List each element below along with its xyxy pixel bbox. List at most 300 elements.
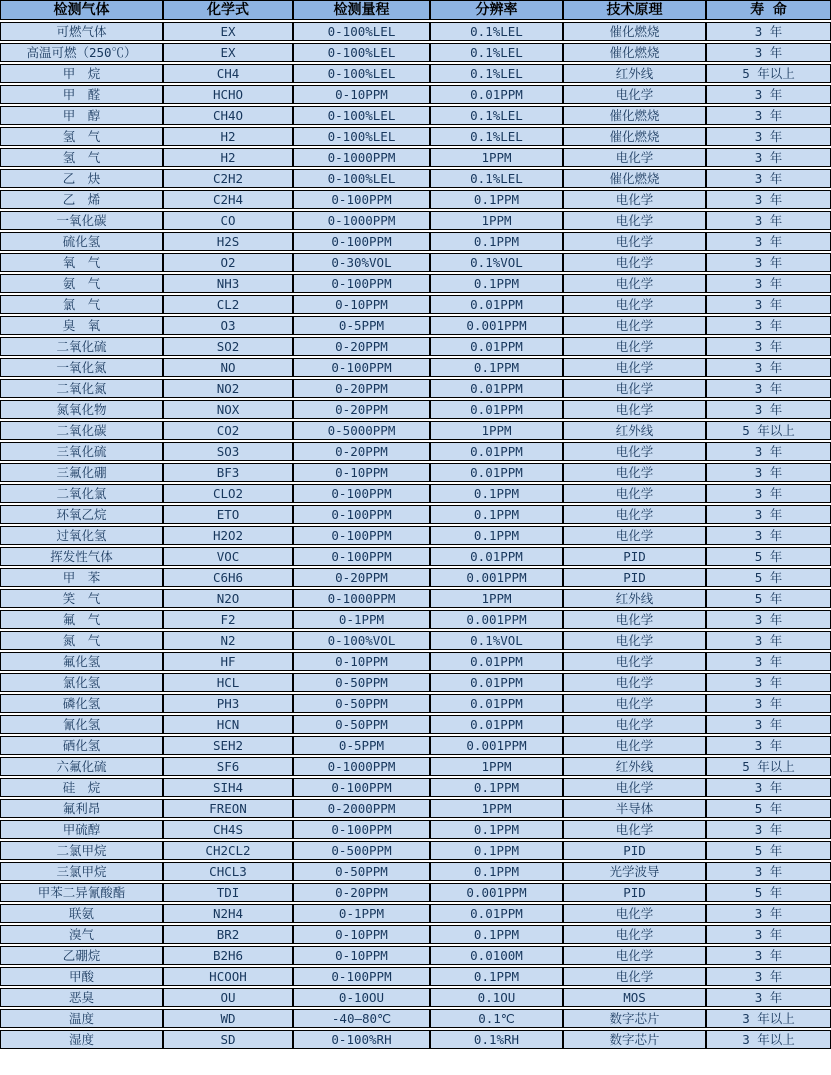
cell-gas-name: 臭 氧 xyxy=(0,316,163,335)
cell-range: 0-100%LEL xyxy=(293,43,430,62)
cell-range: 0-100PPM xyxy=(293,484,430,503)
cell-resolution: 0.1OU xyxy=(430,988,563,1007)
cell-range: 0-100%LEL xyxy=(293,127,430,146)
cell-lifetime: 3 年 xyxy=(706,43,831,62)
cell-principle: 红外线 xyxy=(563,589,706,608)
cell-formula: HCN xyxy=(163,715,293,734)
table-row xyxy=(0,988,831,1007)
table-row xyxy=(0,1009,831,1028)
cell-range: 0-2000PPM xyxy=(293,799,430,818)
column-header-lifetime: 寿 命 xyxy=(706,0,831,20)
cell-formula: H2 xyxy=(163,127,293,146)
cell-gas-name: 氢 气 xyxy=(0,148,163,167)
table-row xyxy=(0,421,831,440)
cell-resolution: 0.1PPM xyxy=(430,925,563,944)
cell-principle: 电化学 xyxy=(563,778,706,797)
cell-formula: CHCL3 xyxy=(163,862,293,881)
cell-formula: EX xyxy=(163,22,293,41)
table-row xyxy=(0,715,831,734)
cell-formula: SO3 xyxy=(163,442,293,461)
cell-resolution: 0.01PPM xyxy=(430,463,563,482)
cell-formula: CH4 xyxy=(163,64,293,83)
table-row xyxy=(0,148,831,167)
cell-formula: WD xyxy=(163,1009,293,1028)
cell-principle: 电化学 xyxy=(563,379,706,398)
cell-formula: TDI xyxy=(163,883,293,902)
cell-lifetime: 5 年 xyxy=(706,883,831,902)
cell-gas-name: 乙 烯 xyxy=(0,190,163,209)
cell-resolution: 0.1PPM xyxy=(430,778,563,797)
cell-resolution: 0.1PPM xyxy=(430,967,563,986)
cell-lifetime: 5 年以上 xyxy=(706,421,831,440)
cell-resolution: 0.01PPM xyxy=(430,85,563,104)
column-header-formula: 化学式 xyxy=(163,0,293,20)
table-row xyxy=(0,1030,831,1049)
cell-principle: PID xyxy=(563,547,706,566)
table-row xyxy=(0,946,831,965)
cell-resolution: 0.1℃ xyxy=(430,1009,563,1028)
cell-range: 0-10OU xyxy=(293,988,430,1007)
cell-principle: 电化学 xyxy=(563,526,706,545)
cell-resolution: 0.01PPM xyxy=(430,442,563,461)
table-row xyxy=(0,64,831,83)
cell-formula: NOX xyxy=(163,400,293,419)
table-row xyxy=(0,862,831,881)
cell-gas-name: 氰化氢 xyxy=(0,715,163,734)
table-row xyxy=(0,211,831,230)
cell-resolution: 1PPM xyxy=(430,211,563,230)
cell-range: 0-20PPM xyxy=(293,568,430,587)
cell-principle: 数字芯片 xyxy=(563,1030,706,1049)
cell-formula: N2H4 xyxy=(163,904,293,923)
cell-lifetime: 3 年 xyxy=(706,400,831,419)
cell-principle: 电化学 xyxy=(563,673,706,692)
cell-lifetime: 3 年 xyxy=(706,736,831,755)
cell-lifetime: 3 年 xyxy=(706,778,831,797)
cell-principle: PID xyxy=(563,568,706,587)
cell-gas-name: 磷化氢 xyxy=(0,694,163,713)
cell-range: 0-50PPM xyxy=(293,715,430,734)
cell-gas-name: 甲苯二异氰酸酯 xyxy=(0,883,163,902)
cell-range: 0-100PPM xyxy=(293,190,430,209)
table-row xyxy=(0,316,831,335)
table-row xyxy=(0,883,831,902)
cell-principle: 电化学 xyxy=(563,463,706,482)
cell-resolution: 1PPM xyxy=(430,148,563,167)
cell-principle: 电化学 xyxy=(563,148,706,167)
cell-lifetime: 3 年 xyxy=(706,337,831,356)
cell-principle: 电化学 xyxy=(563,484,706,503)
cell-principle: 红外线 xyxy=(563,757,706,776)
cell-gas-name: 氟利昂 xyxy=(0,799,163,818)
cell-principle: 电化学 xyxy=(563,631,706,650)
cell-lifetime: 5 年 xyxy=(706,547,831,566)
cell-gas-name: 笑 气 xyxy=(0,589,163,608)
table-row xyxy=(0,442,831,461)
cell-resolution: 0.01PPM xyxy=(430,400,563,419)
table-row xyxy=(0,757,831,776)
cell-range: 0-20PPM xyxy=(293,379,430,398)
cell-lifetime: 3 年 xyxy=(706,715,831,734)
table-row xyxy=(0,694,831,713)
cell-principle: 红外线 xyxy=(563,64,706,83)
cell-range: 0-10PPM xyxy=(293,85,430,104)
cell-resolution: 0.001PPM xyxy=(430,316,563,335)
cell-range: 0-1000PPM xyxy=(293,148,430,167)
cell-range: 0-100PPM xyxy=(293,967,430,986)
table-row xyxy=(0,106,831,125)
cell-lifetime: 3 年 xyxy=(706,358,831,377)
cell-gas-name: 三氧化硫 xyxy=(0,442,163,461)
cell-resolution: 0.0100M xyxy=(430,946,563,965)
cell-formula: HCL xyxy=(163,673,293,692)
table-row xyxy=(0,232,831,251)
cell-resolution: 0.001PPM xyxy=(430,610,563,629)
cell-resolution: 0.1PPM xyxy=(430,190,563,209)
cell-principle: 电化学 xyxy=(563,316,706,335)
cell-resolution: 0.1PPM xyxy=(430,526,563,545)
cell-formula: ETO xyxy=(163,505,293,524)
cell-lifetime: 3 年 xyxy=(706,85,831,104)
cell-principle: 电化学 xyxy=(563,253,706,272)
cell-gas-name: 氯 气 xyxy=(0,295,163,314)
cell-gas-name: 氨 气 xyxy=(0,274,163,293)
cell-principle: 电化学 xyxy=(563,85,706,104)
cell-principle: 电化学 xyxy=(563,736,706,755)
cell-range: 0-5000PPM xyxy=(293,421,430,440)
cell-lifetime: 3 年 xyxy=(706,673,831,692)
cell-lifetime: 3 年 xyxy=(706,610,831,629)
cell-range: 0-30%VOL xyxy=(293,253,430,272)
cell-lifetime: 3 年 xyxy=(706,652,831,671)
cell-lifetime: 5 年 xyxy=(706,841,831,860)
cell-resolution: 1PPM xyxy=(430,589,563,608)
table-row xyxy=(0,253,831,272)
cell-resolution: 0.1PPM xyxy=(430,505,563,524)
cell-lifetime: 3 年 xyxy=(706,274,831,293)
cell-lifetime: 3 年 xyxy=(706,862,831,881)
table-row xyxy=(0,547,831,566)
cell-gas-name: 二氧化碳 xyxy=(0,421,163,440)
column-header-principle: 技术原理 xyxy=(563,0,706,20)
cell-formula: C6H6 xyxy=(163,568,293,587)
cell-gas-name: 恶臭 xyxy=(0,988,163,1007)
cell-gas-name: 甲 醛 xyxy=(0,85,163,104)
cell-lifetime: 3 年 xyxy=(706,211,831,230)
cell-formula: O3 xyxy=(163,316,293,335)
table-row xyxy=(0,85,831,104)
table-row xyxy=(0,904,831,923)
cell-gas-name: 氮 气 xyxy=(0,631,163,650)
table-row xyxy=(0,568,831,587)
cell-formula: SIH4 xyxy=(163,778,293,797)
cell-lifetime: 3 年 xyxy=(706,694,831,713)
cell-lifetime: 5 年 xyxy=(706,589,831,608)
cell-range: 0-100PPM xyxy=(293,547,430,566)
cell-lifetime: 3 年 xyxy=(706,526,831,545)
cell-formula: HCOOH xyxy=(163,967,293,986)
cell-formula: B2H6 xyxy=(163,946,293,965)
cell-formula: BR2 xyxy=(163,925,293,944)
cell-formula: N2O xyxy=(163,589,293,608)
table-row xyxy=(0,673,831,692)
cell-lifetime: 3 年 xyxy=(706,442,831,461)
header-row xyxy=(0,0,831,20)
cell-gas-name: 乙 炔 xyxy=(0,169,163,188)
cell-gas-name: 氧 气 xyxy=(0,253,163,272)
cell-lifetime: 3 年 xyxy=(706,106,831,125)
cell-range: 0-100%LEL xyxy=(293,22,430,41)
cell-resolution: 0.01PPM xyxy=(430,379,563,398)
cell-lifetime: 3 年 xyxy=(706,484,831,503)
table-row xyxy=(0,190,831,209)
cell-resolution: 0.1%LEL xyxy=(430,64,563,83)
table-row xyxy=(0,358,831,377)
cell-gas-name: 硒化氢 xyxy=(0,736,163,755)
cell-range: 0-100%LEL xyxy=(293,64,430,83)
cell-formula: HCHO xyxy=(163,85,293,104)
cell-resolution: 0.1%LEL xyxy=(430,106,563,125)
cell-resolution: 0.1PPM xyxy=(430,820,563,839)
cell-formula: H2 xyxy=(163,148,293,167)
cell-gas-name: 氢 气 xyxy=(0,127,163,146)
table-row xyxy=(0,526,831,545)
cell-gas-name: 甲 苯 xyxy=(0,568,163,587)
cell-principle: PID xyxy=(563,883,706,902)
cell-formula: SD xyxy=(163,1030,293,1049)
cell-gas-name: 乙硼烷 xyxy=(0,946,163,965)
cell-lifetime: 3 年以上 xyxy=(706,1009,831,1028)
cell-resolution: 1PPM xyxy=(430,799,563,818)
cell-lifetime: 3 年 xyxy=(706,820,831,839)
cell-formula: CH4S xyxy=(163,820,293,839)
cell-range: 0-100%VOL xyxy=(293,631,430,650)
cell-range: 0-5PPM xyxy=(293,736,430,755)
cell-gas-name: 氟化氢 xyxy=(0,652,163,671)
cell-range: 0-20PPM xyxy=(293,883,430,902)
table-row xyxy=(0,820,831,839)
cell-formula: EX xyxy=(163,43,293,62)
cell-gas-name: 氯化氢 xyxy=(0,673,163,692)
cell-principle: 电化学 xyxy=(563,967,706,986)
table-row xyxy=(0,400,831,419)
cell-resolution: 0.1PPM xyxy=(430,274,563,293)
cell-lifetime: 3 年 xyxy=(706,925,831,944)
cell-lifetime: 5 年 xyxy=(706,799,831,818)
cell-gas-name: 甲 烷 xyxy=(0,64,163,83)
cell-lifetime: 3 年 xyxy=(706,22,831,41)
cell-formula: FREON xyxy=(163,799,293,818)
cell-lifetime: 5 年以上 xyxy=(706,757,831,776)
cell-gas-name: 氟 气 xyxy=(0,610,163,629)
cell-formula: HF xyxy=(163,652,293,671)
table-row xyxy=(0,379,831,398)
cell-principle: 电化学 xyxy=(563,274,706,293)
table-row xyxy=(0,274,831,293)
cell-gas-name: 挥发性气体 xyxy=(0,547,163,566)
cell-resolution: 0.1%LEL xyxy=(430,43,563,62)
cell-formula: NO xyxy=(163,358,293,377)
cell-principle: 电化学 xyxy=(563,820,706,839)
cell-gas-name: 一氧化碳 xyxy=(0,211,163,230)
cell-range: 0-1PPM xyxy=(293,610,430,629)
cell-lifetime: 3 年 xyxy=(706,988,831,1007)
cell-formula: PH3 xyxy=(163,694,293,713)
cell-lifetime: 3 年 xyxy=(706,505,831,524)
cell-principle: 半导体 xyxy=(563,799,706,818)
cell-lifetime: 5 年 xyxy=(706,568,831,587)
cell-resolution: 0.1%LEL xyxy=(430,127,563,146)
cell-resolution: 0.1%VOL xyxy=(430,253,563,272)
cell-resolution: 1PPM xyxy=(430,757,563,776)
cell-gas-name: 甲酸 xyxy=(0,967,163,986)
table-row xyxy=(0,169,831,188)
cell-range: 0-5PPM xyxy=(293,316,430,335)
cell-gas-name: 二氧化硫 xyxy=(0,337,163,356)
table-row xyxy=(0,463,831,482)
cell-resolution: 0.1%LEL xyxy=(430,22,563,41)
cell-principle: 电化学 xyxy=(563,652,706,671)
cell-principle: 催化燃烧 xyxy=(563,169,706,188)
cell-principle: 红外线 xyxy=(563,421,706,440)
cell-principle: PID xyxy=(563,841,706,860)
cell-range: 0-1000PPM xyxy=(293,757,430,776)
cell-resolution: 0.1PPM xyxy=(430,841,563,860)
cell-resolution: 0.01PPM xyxy=(430,673,563,692)
cell-range: 0-10PPM xyxy=(293,946,430,965)
cell-range: 0-100PPM xyxy=(293,232,430,251)
column-header-range: 检测量程 xyxy=(293,0,430,20)
cell-lifetime: 3 年 xyxy=(706,148,831,167)
cell-gas-name: 温度 xyxy=(0,1009,163,1028)
cell-formula: C2H2 xyxy=(163,169,293,188)
cell-lifetime: 3 年 xyxy=(706,127,831,146)
cell-resolution: 0.01PPM xyxy=(430,715,563,734)
cell-gas-name: 湿度 xyxy=(0,1030,163,1049)
cell-formula: H2S xyxy=(163,232,293,251)
cell-formula: BF3 xyxy=(163,463,293,482)
cell-formula: H2O2 xyxy=(163,526,293,545)
cell-formula: NO2 xyxy=(163,379,293,398)
cell-resolution: 0.01PPM xyxy=(430,337,563,356)
cell-range: 0-10PPM xyxy=(293,295,430,314)
cell-principle: 催化燃烧 xyxy=(563,43,706,62)
cell-principle: 催化燃烧 xyxy=(563,106,706,125)
cell-gas-name: 六氟化硫 xyxy=(0,757,163,776)
cell-principle: 电化学 xyxy=(563,442,706,461)
cell-lifetime: 3 年 xyxy=(706,904,831,923)
cell-principle: 电化学 xyxy=(563,904,706,923)
cell-gas-name: 溴气 xyxy=(0,925,163,944)
cell-resolution: 0.001PPM xyxy=(430,568,563,587)
cell-range: 0-100PPM xyxy=(293,820,430,839)
cell-range: 0-20PPM xyxy=(293,442,430,461)
cell-range: 0-50PPM xyxy=(293,673,430,692)
cell-range: 0-10PPM xyxy=(293,652,430,671)
cell-gas-name: 二氧化氮 xyxy=(0,379,163,398)
cell-formula: CH2CL2 xyxy=(163,841,293,860)
cell-principle: 电化学 xyxy=(563,358,706,377)
cell-range: 0-100%RH xyxy=(293,1030,430,1049)
cell-principle: 电化学 xyxy=(563,925,706,944)
cell-resolution: 0.01PPM xyxy=(430,694,563,713)
cell-formula: OU xyxy=(163,988,293,1007)
cell-principle: 电化学 xyxy=(563,694,706,713)
cell-principle: MOS xyxy=(563,988,706,1007)
cell-resolution: 0.01PPM xyxy=(430,547,563,566)
cell-principle: 电化学 xyxy=(563,610,706,629)
cell-gas-name: 环氧乙烷 xyxy=(0,505,163,524)
table-row xyxy=(0,610,831,629)
cell-resolution: 0.001PPM xyxy=(430,736,563,755)
cell-gas-name: 联氨 xyxy=(0,904,163,923)
cell-resolution: 0.1%RH xyxy=(430,1030,563,1049)
cell-lifetime: 3 年 xyxy=(706,946,831,965)
cell-lifetime: 3 年以上 xyxy=(706,1030,831,1049)
cell-lifetime: 3 年 xyxy=(706,379,831,398)
table-row xyxy=(0,337,831,356)
cell-formula: C2H4 xyxy=(163,190,293,209)
cell-formula: O2 xyxy=(163,253,293,272)
cell-formula: VOC xyxy=(163,547,293,566)
cell-lifetime: 5 年以上 xyxy=(706,64,831,83)
cell-lifetime: 3 年 xyxy=(706,631,831,650)
cell-range: 0-100PPM xyxy=(293,526,430,545)
table-row xyxy=(0,589,831,608)
cell-range: 0-1PPM xyxy=(293,904,430,923)
cell-principle: 电化学 xyxy=(563,295,706,314)
cell-gas-name: 二氯甲烷 xyxy=(0,841,163,860)
table-row xyxy=(0,967,831,986)
cell-resolution: 0.1%LEL xyxy=(430,169,563,188)
cell-formula: N2 xyxy=(163,631,293,650)
table-row xyxy=(0,127,831,146)
cell-range: 0-1000PPM xyxy=(293,589,430,608)
cell-gas-name: 一氧化氮 xyxy=(0,358,163,377)
cell-gas-name: 高温可燃（250℃） xyxy=(0,43,163,62)
cell-gas-name: 甲 醇 xyxy=(0,106,163,125)
cell-range: 0-100PPM xyxy=(293,358,430,377)
cell-range: 0-100PPM xyxy=(293,274,430,293)
cell-gas-name: 三氟化硼 xyxy=(0,463,163,482)
cell-range: 0-10PPM xyxy=(293,925,430,944)
column-header-gas-name: 检测气体 xyxy=(0,0,163,20)
cell-range: 0-50PPM xyxy=(293,694,430,713)
cell-formula: CO xyxy=(163,211,293,230)
cell-range: 0-100PPM xyxy=(293,505,430,524)
cell-gas-name: 三氯甲烷 xyxy=(0,862,163,881)
table-row xyxy=(0,484,831,503)
cell-resolution: 0.01PPM xyxy=(430,904,563,923)
cell-formula: F2 xyxy=(163,610,293,629)
table-row xyxy=(0,799,831,818)
cell-resolution: 0.01PPM xyxy=(430,652,563,671)
cell-range: 0-1000PPM xyxy=(293,211,430,230)
cell-resolution: 0.1PPM xyxy=(430,484,563,503)
cell-formula: CH4O xyxy=(163,106,293,125)
cell-resolution: 0.1PPM xyxy=(430,232,563,251)
cell-range: 0-100PPM xyxy=(293,778,430,797)
cell-principle: 电化学 xyxy=(563,337,706,356)
cell-gas-name: 硫化氢 xyxy=(0,232,163,251)
table-row xyxy=(0,631,831,650)
cell-gas-name: 过氧化氢 xyxy=(0,526,163,545)
cell-principle: 电化学 xyxy=(563,400,706,419)
cell-resolution: 1PPM xyxy=(430,421,563,440)
table-row xyxy=(0,652,831,671)
cell-range: 0-20PPM xyxy=(293,400,430,419)
table-row xyxy=(0,43,831,62)
